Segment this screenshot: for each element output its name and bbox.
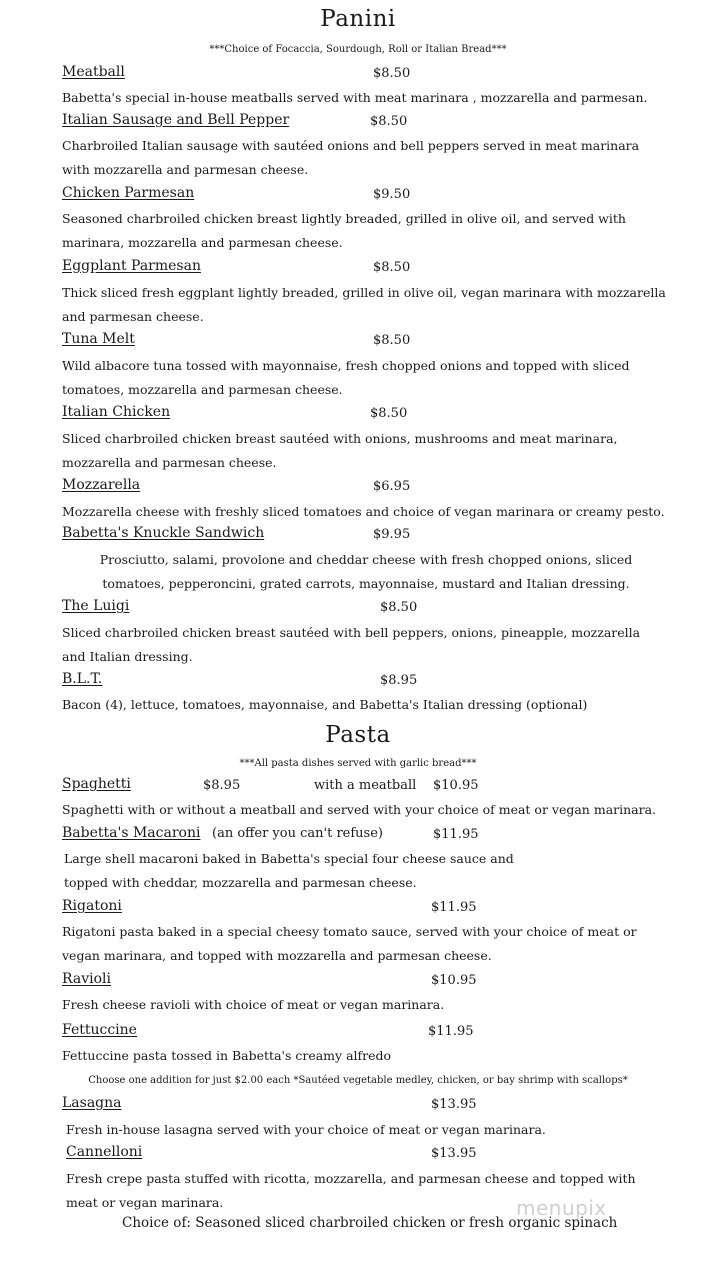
menu-item-price: $11.95 bbox=[428, 1024, 474, 1039]
menu-item-price: $8.95 bbox=[203, 778, 241, 793]
menu-item-name: Cannelloni bbox=[66, 1144, 143, 1160]
menu-item-price: $6.95 bbox=[373, 479, 411, 494]
menu-item-name: The Luigi bbox=[62, 598, 130, 614]
menu-item-name: Eggplant Parmesan bbox=[62, 258, 201, 274]
menu-item-name: Italian Sausage and Bell Pepper bbox=[62, 112, 290, 128]
menu-item-description: Wild albacore tuna tossed with mayonnaise, fresh chopped onions and topped with sliced tomatoes, mozzarella and parmesan cheese. bbox=[62, 358, 630, 397]
menu-item-name: Babetta's Macaroni bbox=[62, 825, 201, 841]
menu-item-description: Mozzarella cheese with freshly sliced tomatoes and choice of vegan marinara or creamy pesto. bbox=[62, 504, 665, 519]
menu-item-price: $11.95 bbox=[433, 827, 479, 842]
menu-item-price: $9.50 bbox=[373, 187, 411, 202]
menu-item-name: Lasagna bbox=[62, 1095, 122, 1111]
extra-option-price: $10.95 bbox=[433, 778, 479, 793]
menu-item-price: $8.50 bbox=[373, 260, 411, 275]
menu-item-price: $9.95 bbox=[373, 527, 411, 542]
menu-item-description: Babetta's special in-house meatballs served with meat marinara , mozzarella and parmesan. bbox=[62, 90, 648, 105]
menu-item-price: $8.50 bbox=[373, 333, 411, 348]
menu-item-description: Sliced charbroiled chicken breast sautéed with bell peppers, onions, pineapple, mozzarella and Italian dressing. bbox=[62, 625, 641, 664]
menu-item-name: Babetta's Knuckle Sandwich bbox=[62, 525, 265, 541]
menu-item-price: $8.95 bbox=[380, 673, 418, 688]
menu-item-description: Spaghetti with or without a meatball and served with your choice of meat or vegan marinara. bbox=[62, 802, 657, 817]
menu-item-price: $8.50 bbox=[370, 406, 408, 421]
menu-item-description: Rigatoni pasta baked in a special cheesy tomato sauce, served with your choice of meat or vegan marinara, and topped with mozzarella and parmesan cheese. bbox=[62, 924, 637, 963]
menu-item-name: Ravioli bbox=[62, 971, 111, 987]
menu-item-name-suffix: (an offer you can't refuse) bbox=[212, 826, 383, 841]
menu-item-price: $10.95 bbox=[431, 973, 477, 988]
extra-option-label: with a meatball bbox=[314, 778, 417, 793]
menu-item-price: $8.50 bbox=[370, 114, 408, 129]
watermark-text: menupix bbox=[516, 1196, 607, 1220]
menu-item-name: Fettuccine bbox=[62, 1022, 137, 1038]
menu-item-price: $13.95 bbox=[431, 1097, 477, 1112]
menu-item-description: Sliced charbroiled chicken breast sautéed with onions, mushrooms and meat marinara, mozzarella and parmesan cheese. bbox=[62, 431, 618, 470]
menu-item-description: Large shell macaroni baked in Babetta's special four cheese sauce and topped with cheddar, mozzarella and parmesan cheese. bbox=[64, 851, 514, 890]
menu-item-description: Fresh crepe pasta stuffed with ricotta, mozzarella, and parmesan cheese and topped with meat or vegan marinara. bbox=[66, 1171, 636, 1210]
menu-item-price: $8.50 bbox=[373, 66, 411, 81]
menu-item-name: Meatball bbox=[62, 64, 125, 80]
menu-item-description: Fresh in-house lasagna served with your choice of meat or vegan marinara. bbox=[66, 1122, 546, 1137]
menu-item-description: Charbroiled Italian sausage with sautéed onions and bell peppers served in meat marinara with mozzarella and parmesan cheese. bbox=[62, 138, 640, 177]
menu-item-name: Spaghetti bbox=[62, 776, 131, 792]
menu-item-description: Fettuccine pasta tossed in Babetta's creamy alfredo bbox=[62, 1048, 392, 1063]
pasta-bread-note: ***All pasta dishes served with garlic bread*** bbox=[239, 758, 477, 769]
menu-item-name: Rigatoni bbox=[62, 898, 122, 914]
menu-item-name: Chicken Parmesan bbox=[62, 185, 195, 201]
menu-item-price: $13.95 bbox=[431, 1146, 477, 1161]
menu-item-description: Fresh cheese ravioli with choice of meat or vegan marinara. bbox=[62, 997, 445, 1012]
menu-item-name: Mozzarella bbox=[62, 477, 141, 493]
menu-item-price: $11.95 bbox=[431, 900, 477, 915]
menu-item-description: Seasoned charbroiled chicken breast lightly breaded, grilled in olive oil, and served with marinara, mozzarella and parmesan cheese. bbox=[62, 211, 626, 250]
menu-item-name: Tuna Melt bbox=[62, 331, 135, 347]
addition-note: Choose one addition for just $2.00 each *Sautéed vegetable medley, chicken, or bay shrimp with scallops* bbox=[88, 1075, 628, 1086]
pasta-heading: Pasta bbox=[325, 722, 391, 748]
menu-item-price: $8.50 bbox=[380, 600, 418, 615]
choice-note: Choice of: Seasoned sliced charbroiled chicken or fresh organic spinach bbox=[122, 1215, 618, 1231]
menu-item-name: Italian Chicken bbox=[62, 404, 171, 420]
menu-item-name: B.L.T. bbox=[62, 671, 103, 687]
menu-item-description: Prosciutto, salami, provolone and cheddar cheese with fresh chopped onions, sliced tomatoes, pepperoncini, grated carrots, mayonnaise, mustard and Italian dressing. bbox=[99, 552, 633, 591]
menu-item-description: Thick sliced fresh eggplant lightly breaded, grilled in olive oil, vegan marinara with mozzarella and parmesan cheese. bbox=[62, 285, 666, 324]
panini-heading: Panini bbox=[320, 6, 396, 32]
panini-bread-note: ***Choice of Focaccia, Sourdough, Roll or Italian Bread*** bbox=[209, 44, 507, 55]
menu-item-description: Bacon (4), lettuce, tomatoes, mayonnaise, and Babetta's Italian dressing (optional) bbox=[62, 697, 588, 712]
